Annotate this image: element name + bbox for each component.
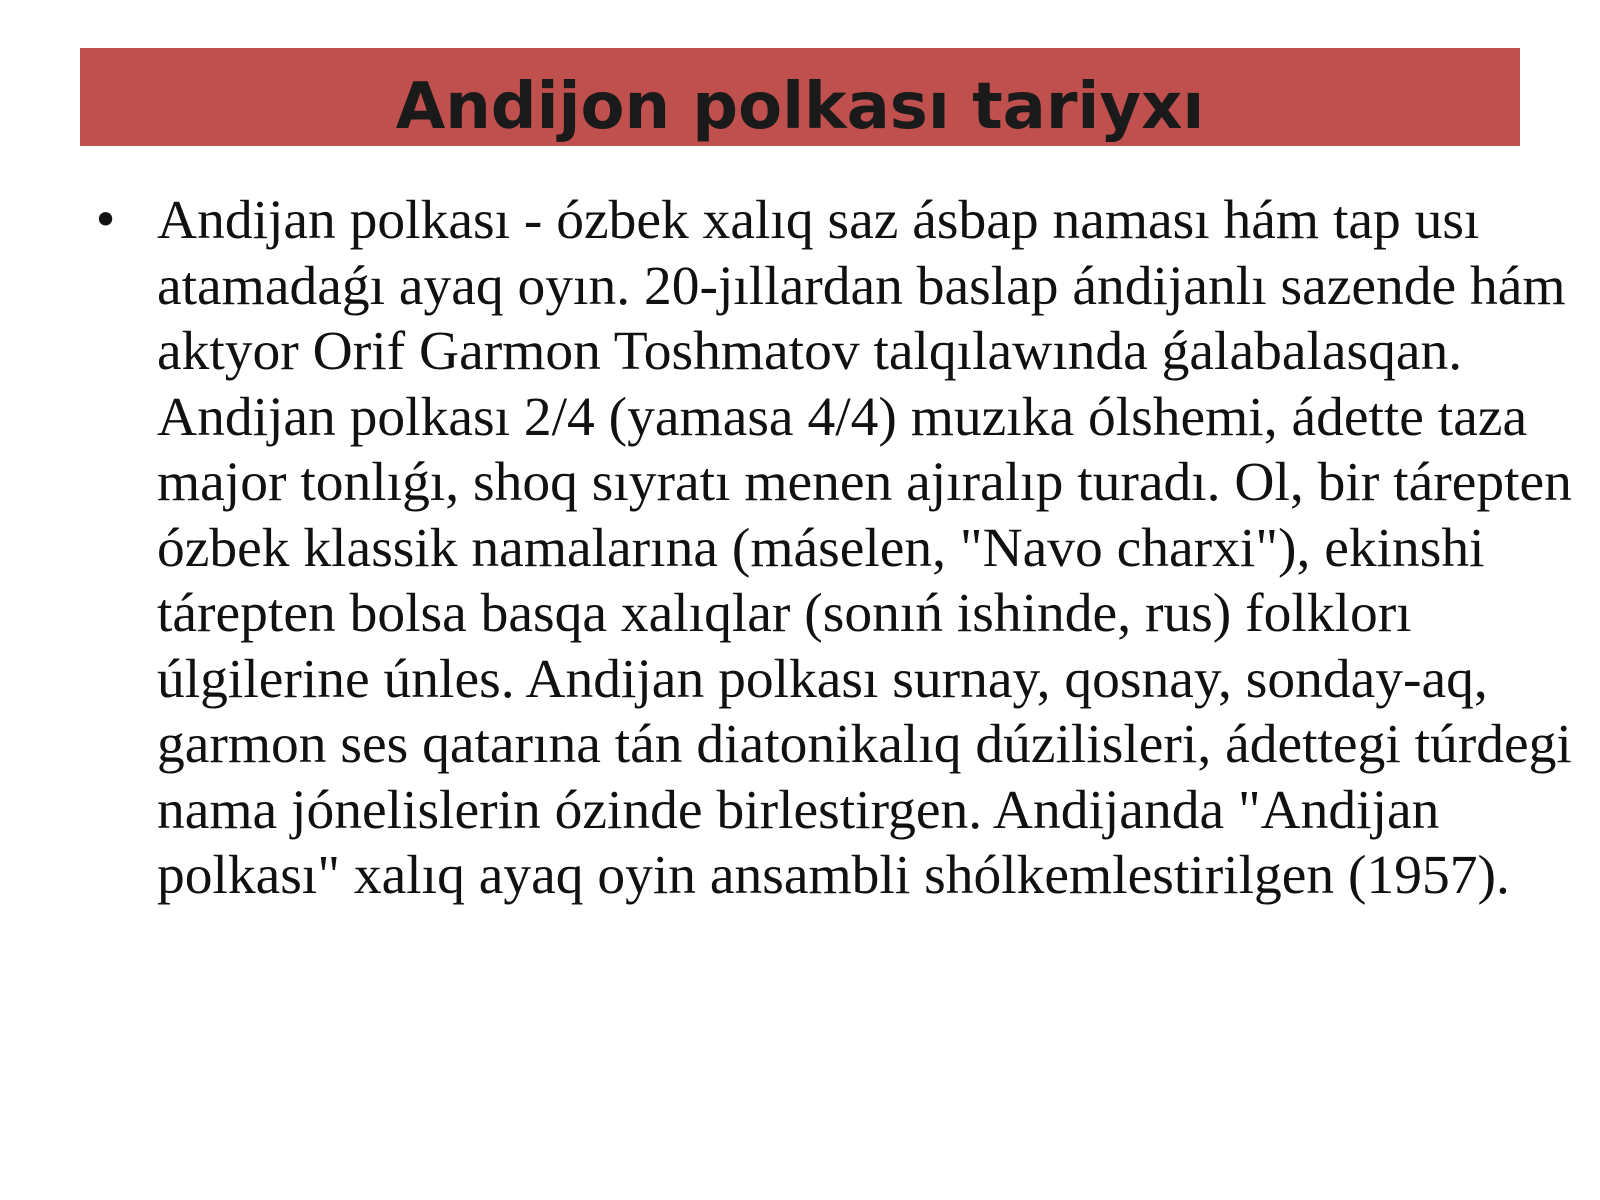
bullet-marker: •	[92, 193, 120, 247]
title-bar	[80, 48, 1520, 146]
slide-body	[92, 188, 1572, 909]
bullet-text: Andijan polkası - ózbek xalıq saz ásbap naması hám tap usı atamadaǵı ayaq oyın. 20-jıllardan baslap ándijanlı sazende hám aktyor Orif Garmon Toshmatov talqılawında ǵalabalasqan. Andijan polkası 2/4 (yamasa 4/4) muzıka ólshemi, ádette taza major tonlıǵı, shoq sıyratı menen ajıralıp turadı. Ol, bir tárepten ózbek klassik namalarına (máselen, "Navo charxi"), ekinshi tárepten bolsa basqa xalıqlar (sonıń ishinde, rus) folklorı úlgilerine únles. Andijan polkası surnay, qosnay, sonday-aq, garmon ses qatarına tán diatonikalıq dúzilisleri, ádettegi túrdegi nama jónelislerin ózinde birlestirgen. Andijanda "Andijan polkası" xalıq ayaq oyin ansambli shólkemlestirilgen (1957).	[157, 190, 1572, 906]
bullet-item	[92, 188, 1572, 909]
slide-title: Andijon polkası tariyxı	[395, 70, 1205, 144]
